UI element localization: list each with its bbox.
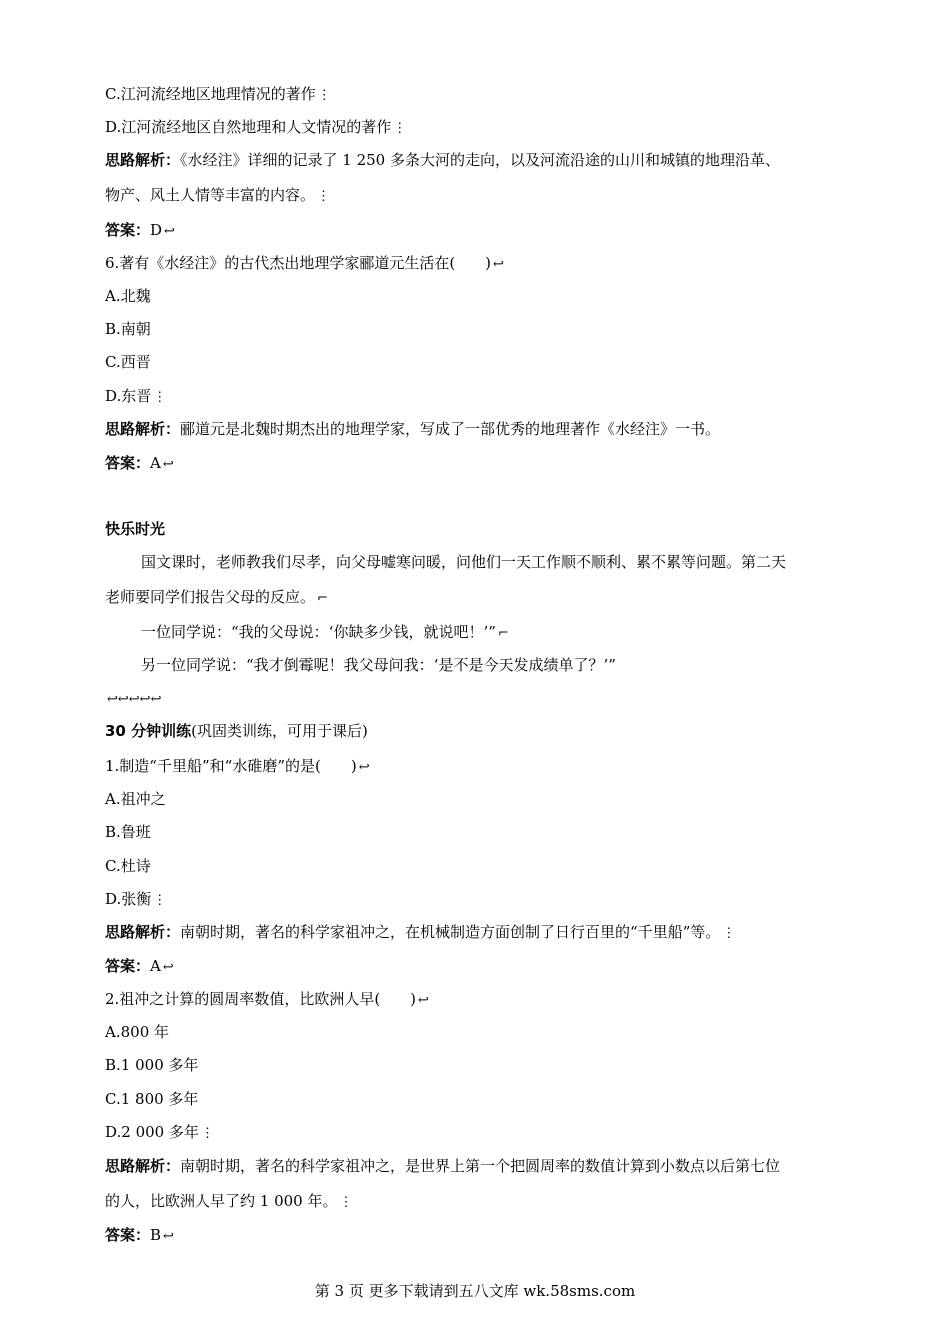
- story-quote-2: 另一位同学说：“我才倒霉呢！我父母问我：‘是不是今天发成绩单了？’”: [141, 656, 616, 674]
- story-paragraph: 国文课时，老师教我们尽孝，向父母嘘寒问暖，问他们一天工作顺不顺利、累不累等问题。第二天: [141, 553, 787, 571]
- paragraph-mark-icon: ⋮: [317, 189, 331, 204]
- analysis-line: 思路解析：《水经注》详细的记录了 1 250 多条大河的走向，以及河流沿途的山川和城镇的地理沿革、: [105, 151, 780, 169]
- option-d-line: D.江河流经地区自然地理和人文情况的著作 ⋮: [105, 118, 407, 136]
- analysis-line: 思路解析：郦道元是北魏时期杰出的地理学家，写成了一部优秀的地理著作《水经注》一书。: [105, 420, 721, 438]
- analysis-line: 思路解析：南朝时期，著名的科学家祖冲之，是世界上第一个把圆周率的数值计算到小数点以后第七位: [105, 1157, 781, 1175]
- option-d-line: D.张衡 ⋮: [105, 890, 167, 908]
- analysis-line: 思路解析：南朝时期，著名的科学家祖冲之，在机械制造方面创制了日行百里的“千里船”等。 ⋮: [105, 923, 736, 941]
- answer-line: 答案：B ↩: [105, 1226, 174, 1244]
- line-break-icon: ⌐: [317, 591, 328, 606]
- question-2: 2.祖冲之计算的圆周率数值，比欧洲人早( ) ↩: [105, 990, 429, 1008]
- answer-line: 答案：A ↩: [105, 957, 174, 975]
- paragraph-mark-icon: ⋮: [339, 1195, 353, 1210]
- story-paragraph-continued: 老师要同学们报告父母的反应。 ⌐: [105, 588, 328, 606]
- option-c-line: C.杜诗: [105, 857, 151, 875]
- option-b-line: B.南朝: [105, 320, 151, 338]
- option-b-line: B.鲁班: [105, 823, 151, 841]
- empty-paragraph-marks: [105, 688, 161, 710]
- option-a-line: A.祖冲之: [105, 790, 166, 808]
- paragraph-mark-icon: ⋮: [153, 390, 167, 405]
- return-arrow-icon: ↩↩↩↩↩: [107, 692, 162, 707]
- option-b-line: B.1 000 多年: [105, 1056, 199, 1074]
- return-arrow-icon: ↩: [418, 993, 429, 1008]
- paragraph-mark-icon: ⋮: [200, 1126, 214, 1141]
- paragraph-mark-icon: ⋮: [722, 926, 736, 941]
- paragraph-mark-icon: ⋮: [393, 121, 407, 136]
- option-a-line: A.800 年: [105, 1023, 169, 1041]
- option-d-line: D.东晋 ⋮: [105, 387, 167, 405]
- question-6: 6.著有《水经注》的古代杰出地理学家郦道元生活在( ) ↩: [105, 254, 504, 272]
- option-c-line: C.西晋: [105, 353, 151, 371]
- return-arrow-icon: ↩: [358, 760, 370, 775]
- option-d-line: D.2 000 多年 ⋮: [105, 1123, 214, 1141]
- option-a-line: A.北魏: [105, 287, 151, 305]
- analysis-continued-line: 物产、风土人情等丰富的内容。 ⋮: [105, 186, 331, 204]
- return-arrow-icon: ↩: [162, 457, 174, 472]
- line-break-icon: ⌐: [497, 626, 509, 641]
- section-title-happy-time: 快乐时光: [105, 520, 166, 538]
- section-title-30min: 30 分钟训练(巩固类训练，可用于课后): [105, 722, 368, 740]
- return-arrow-icon: ↩: [493, 257, 504, 272]
- return-arrow-icon: ↩: [163, 1229, 174, 1244]
- option-c-line: C.江河流经地区地理情况的著作 ⋮: [105, 85, 331, 103]
- answer-line: 答案：A ↩: [105, 454, 174, 472]
- story-quote-1: 一位同学说：“我的父母说：‘你缺多少钱，就说吧！’” ⌐: [141, 623, 509, 641]
- paragraph-mark-icon: ⋮: [317, 88, 331, 103]
- analysis-continued-line: 的人，比欧洲人早了约 1 000 年。 ⋮: [105, 1192, 353, 1210]
- return-arrow-icon: ↩: [164, 224, 175, 239]
- return-arrow-icon: ↩: [162, 960, 174, 975]
- question-1: 1.制造“千里船”和“水碓磨”的是( ) ↩: [105, 757, 370, 775]
- option-c-line: C.1 800 多年: [105, 1090, 199, 1108]
- page-footer: 第 3 页 更多下载请到五八文库 wk.58sms.com: [314, 1282, 636, 1300]
- answer-line: 答案：D ↩: [105, 221, 175, 239]
- paragraph-mark-icon: ⋮: [153, 893, 167, 908]
